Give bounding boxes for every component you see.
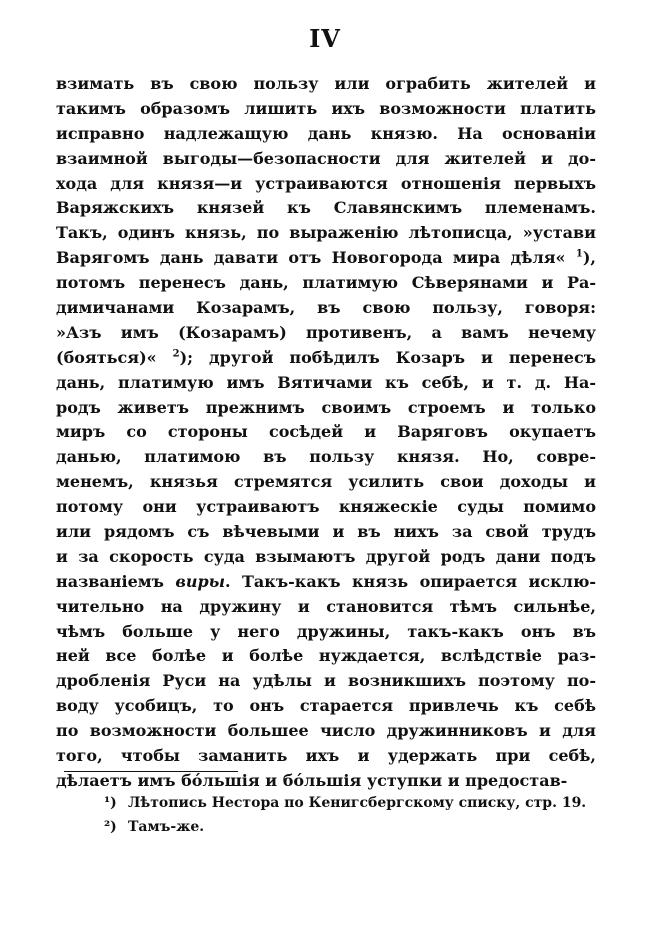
footnote [104,791,604,815]
text-fragment: названіемъ [56,571,164,591]
text-fragment: (бояться)« [56,347,157,367]
text-line: Варяжскихъ князей къ Славянскимъ племенамъ. [56,198,596,218]
text-line: воду усобицъ, то онъ старается привлечь къ себѣ [56,696,596,716]
text-line [56,570,596,595]
text-line: ней все болѣе и болѣе нуждается, вслѣдствіе раз- [56,646,596,666]
footnotes [104,791,604,839]
text-line: Такъ, одинъ князь, по выраженію лѣтописца, »устави [56,223,596,243]
text-line [56,346,596,371]
text-line: данью, платимою въ пользу князя. Но, совре- [56,447,596,467]
text-line: потому они устраиваютъ княжескіе суды помимо [56,497,596,517]
footnote-mark: ²) [104,819,117,835]
text-line: миръ со стороны сосѣдей и Варяговъ окупаетъ [56,422,596,442]
text-line: чительно на дружину и становится тѣмъ сильнѣе, [56,596,596,616]
text-line: менемъ, князья стремятся усилить свои доходы и [56,472,596,492]
body-text [56,72,596,794]
text-line: потомъ перенесъ дань, платимую Сѣверянами и Ра- [56,273,596,293]
text-fragment: . Такъ-какъ князь опирается исклю- [225,571,596,591]
text-line: такимъ образомъ лишить ихъ возможности платить [56,98,596,118]
text-fragment: ); другой побѣдилъ Козаръ и перенесъ [179,347,596,367]
text-line: димичанами Козарамъ, въ свою пользу, говоря: [56,298,596,318]
text-line [56,246,596,271]
footnote-text: Тамъ-же. [128,819,205,835]
text-line: родъ живетъ прежнимъ своимъ строемъ и только [56,397,596,417]
footnote-divider [64,771,238,772]
text-line: взимать въ свою пользу или ограбить жителей и [56,74,596,93]
footnote-mark: ¹) [104,795,117,811]
text-line: того, чтобы заманить ихъ и удержать при себѣ, [56,746,596,766]
footnote-ref: 1 [575,248,583,260]
text-fragment: ), [582,248,596,268]
text-line: »Азъ имъ (Козарамъ) противенъ, а вамъ нечему [56,322,596,342]
text-line: дань, платимую имъ Вятичами къ себѣ, и т. д. На- [56,372,596,392]
text-fragment: Варягомъ дань давати отъ Новогорода мира дѣля« [56,248,566,268]
footnote [104,815,604,839]
text-line: взаимной выгоды—безопасности для жителей и до- [56,148,596,168]
text-line: или рядомъ съ вѣчевыми и въ нихъ за свой трудъ [56,522,596,542]
page-number: IV [309,24,341,53]
text-line: дробленія Руси на удѣлы и возникшихъ поэтому по- [56,671,596,691]
text-line: и за скорость суда взымаютъ другой родъ дани подъ [56,546,596,566]
text-line: дѣлаетъ имъ бо́льшія и бо́льшія уступки и предостав- [56,770,568,790]
text-line: по возможности большее число дружинниковъ и для [56,721,596,741]
text-line: исправно надлежащую дань князю. На основаніи [56,123,596,143]
text-line: чѣмъ больше у него дружины, такъ-какъ онъ въ [56,621,596,641]
italic-term: виры [175,571,225,591]
text-line: хода для князя—и устраиваются отношенія первыхъ [56,173,596,193]
footnote-text: Лѣтопись Нестора по Кенигсбергскому списку, стр. 19. [128,795,587,811]
footnote-ref: 2 [172,348,180,360]
